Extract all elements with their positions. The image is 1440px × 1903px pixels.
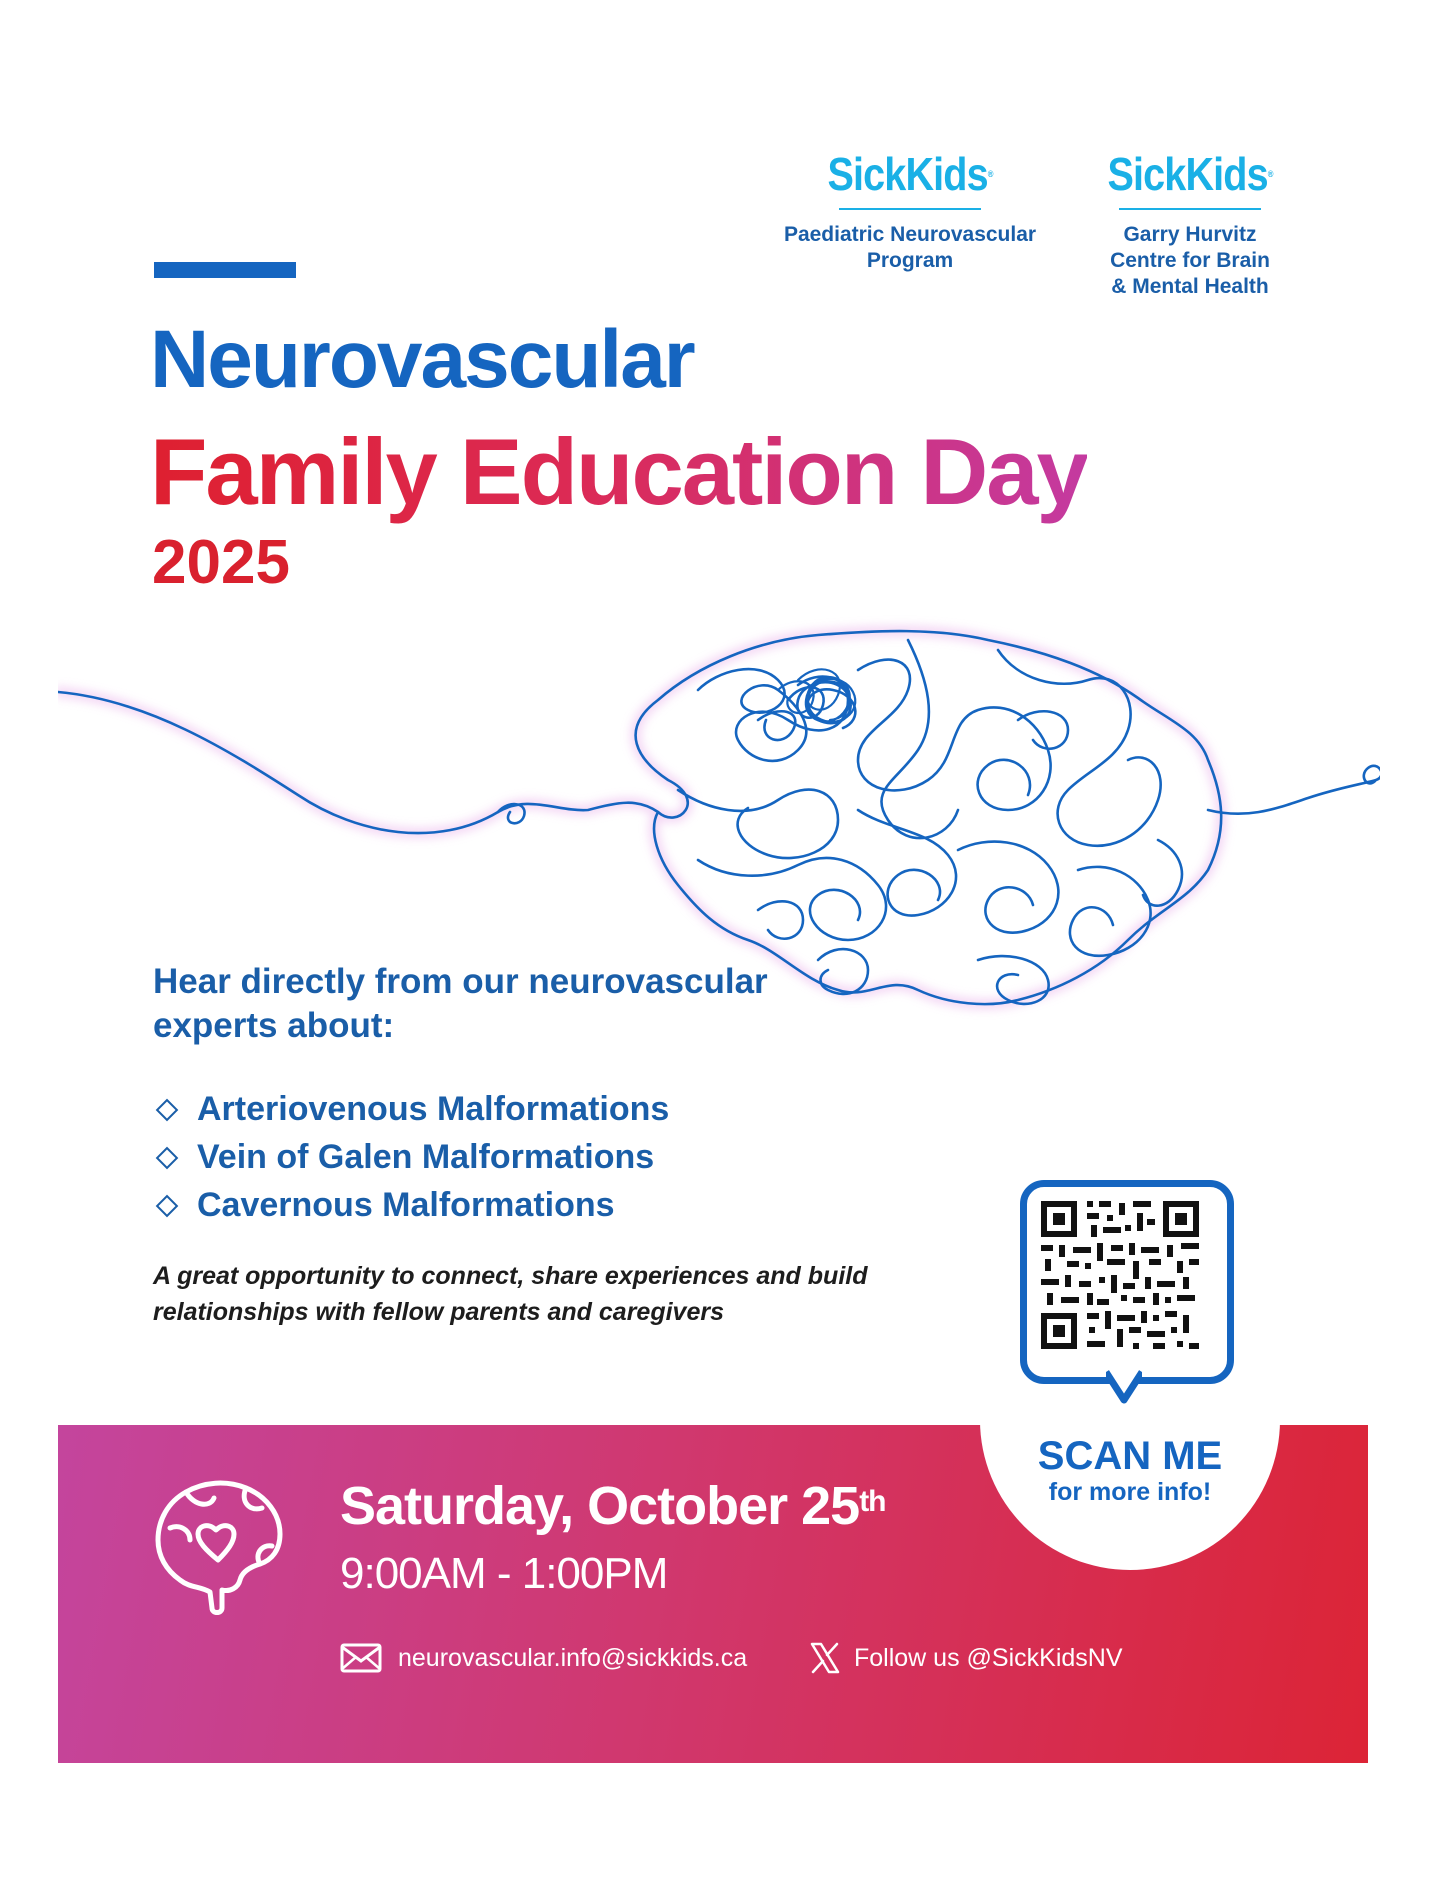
sickkids-logo-mark: SickKids® [1107, 148, 1273, 200]
event-time: 9:00AM - 1:00PM [340, 1549, 668, 1598]
title-line-2: Family Education Day [150, 419, 1087, 524]
diamond-bullet-icon [156, 1099, 179, 1122]
diamond-bullet-icon [156, 1147, 179, 1170]
list-item: Cavernous Malformations [153, 1181, 913, 1229]
sickkids-logo-mark: SickKids® [827, 148, 993, 200]
envelope-icon [340, 1643, 382, 1673]
diamond-bullet-icon [156, 1195, 179, 1218]
sickkids-neurovascular-logo [775, 148, 1045, 274]
scan-me-title: SCAN ME [1037, 1434, 1223, 1478]
tagline: A great opportunity to connect, share experiences and build relationships with fellow parents and caregivers [153, 1262, 868, 1326]
qr-code-icon [1037, 1197, 1203, 1353]
title-line-1: Neurovascular [150, 314, 694, 405]
intro-text: Hear directly from our neurovascular experts about: [153, 962, 768, 1045]
qr-code[interactable] [1020, 1180, 1234, 1384]
social-link[interactable]: Follow us @SickKidsNV [854, 1644, 1123, 1672]
list-item: Vein of Galen Malformations [153, 1133, 913, 1181]
title-year: 2025 [152, 528, 290, 597]
brain-heart-icon [150, 1468, 286, 1618]
x-logo-icon [810, 1642, 840, 1674]
sickkids-brain-health-logo [1070, 148, 1310, 300]
email-link[interactable]: neurovascular.info@sickkids.ca [398, 1644, 748, 1672]
event-date: Saturday, October 25th [340, 1476, 886, 1536]
topics-list [153, 1085, 913, 1229]
speech-pointer [1106, 1370, 1142, 1406]
logo-subtitle: Paediatric Neurovascular Program [783, 223, 1037, 272]
logo-subtitle: Garry Hurvitz Centre for Brain & Mental Health [1110, 223, 1270, 298]
list-item: Arteriovenous Malformations [153, 1085, 913, 1133]
accent-bar [154, 262, 296, 278]
scan-me-subtitle: for more info! [1048, 1478, 1212, 1506]
